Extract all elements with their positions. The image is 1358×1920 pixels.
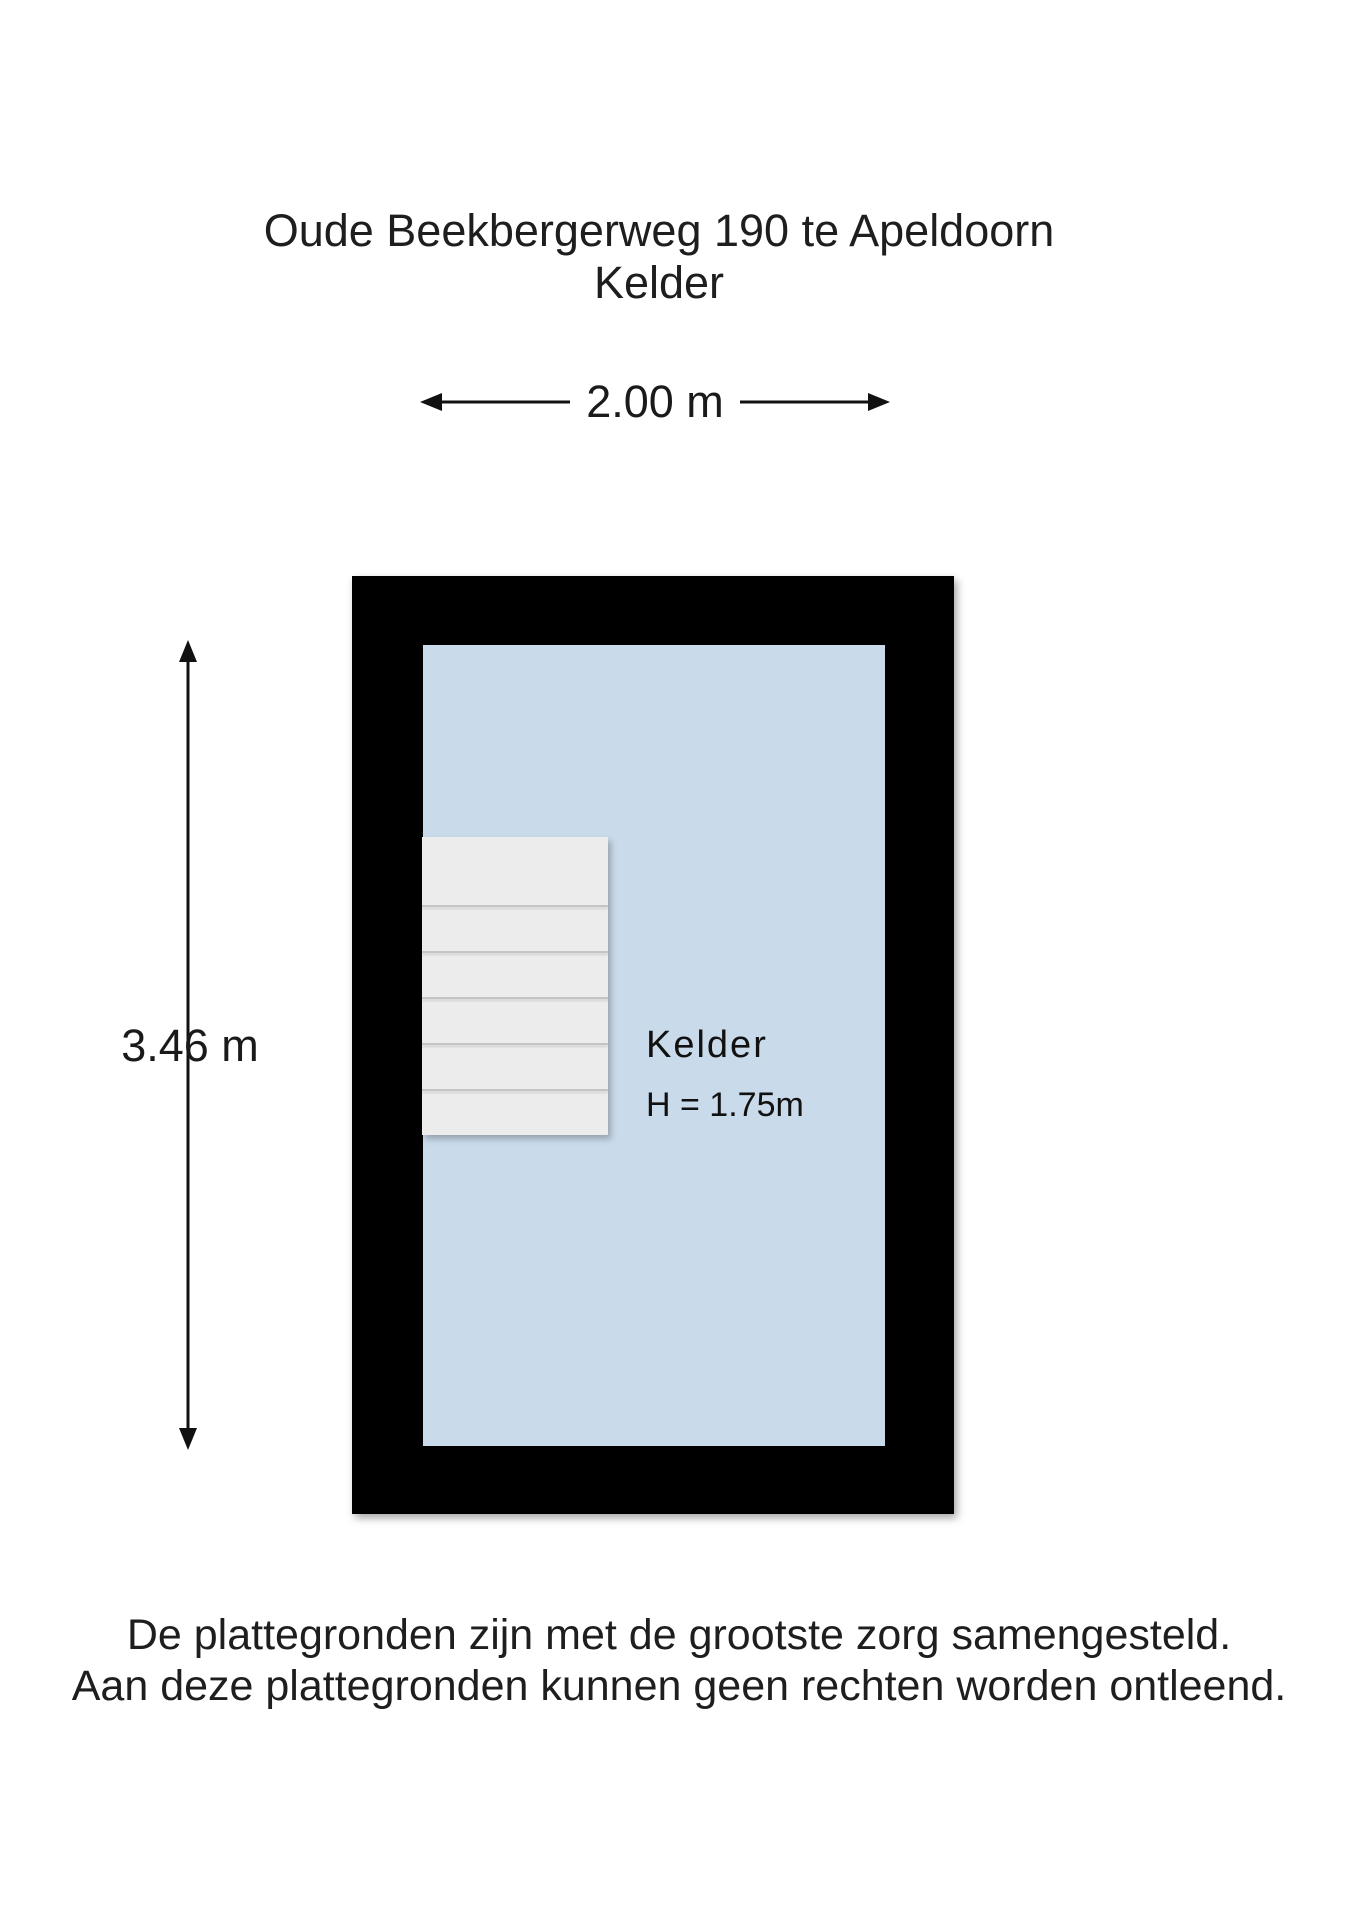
- disclaimer: [0, 1610, 1358, 1712]
- stair-step: [422, 951, 608, 953]
- width-dimension: [420, 372, 890, 432]
- room-name: Kelder: [646, 1024, 768, 1066]
- stair-step: [422, 997, 608, 999]
- floorplan-title: [0, 205, 1318, 309]
- stair-step: [422, 905, 608, 907]
- staircase: [422, 837, 608, 1135]
- address-title: Oude Beekbergerweg 190 te Apeldoorn: [263, 205, 1055, 256]
- disclaimer-line-2: Aan deze plattegronden kunnen geen rechten worden ontleend.: [71, 1662, 1287, 1710]
- stair-step: [422, 1089, 608, 1091]
- disclaimer-line-1: De plattegronden zijn met de grootste zorg samengesteld.: [126, 1611, 1232, 1659]
- floor-title: Kelder: [593, 257, 725, 308]
- stair-step: [422, 1043, 608, 1045]
- height-label: 3.46 m: [121, 1020, 259, 1071]
- height-dimension: [110, 640, 270, 1450]
- width-label: 2.00 m: [570, 376, 740, 428]
- room-ceiling-height: H = 1.75m: [646, 1086, 804, 1124]
